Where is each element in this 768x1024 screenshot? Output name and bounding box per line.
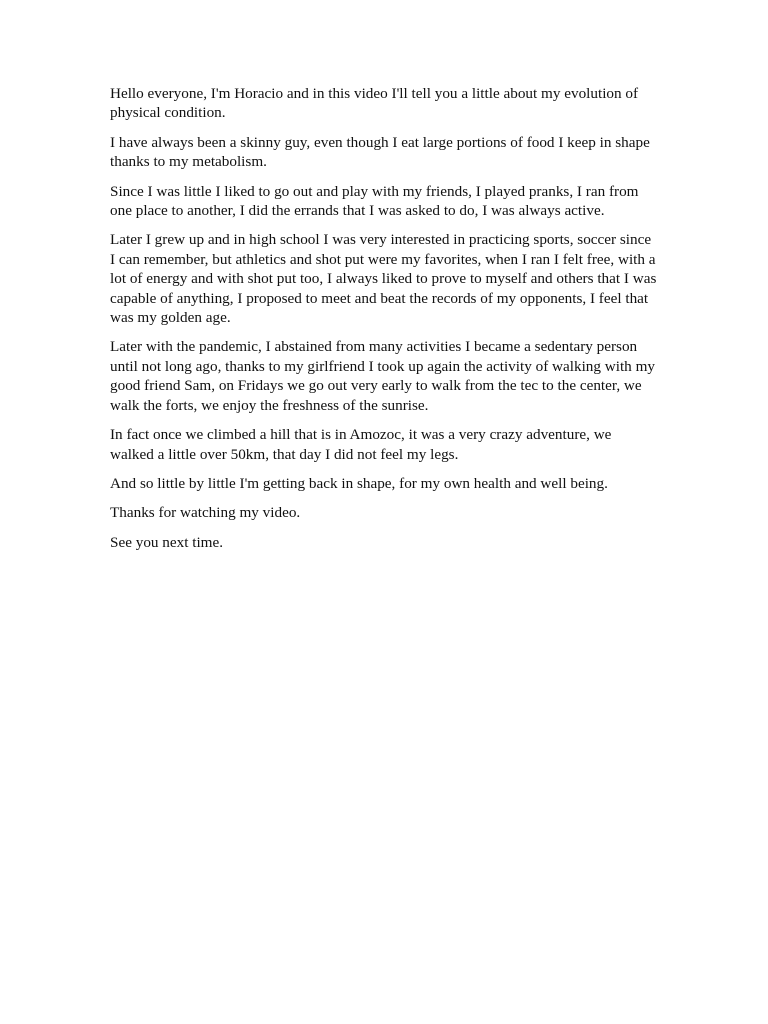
paragraph-skinny: I have always been a skinny guy, even though I eat large portions of food I keep in shape thanks to my metabolism. bbox=[110, 133, 650, 171]
paragraph-amozoc: In fact once we climbed a hill that is in Amozoc, it was a very crazy adventure, we walked a little over 50km, that day I did not feel my legs. bbox=[110, 426, 612, 463]
paragraph-goodbye: See you next time. bbox=[110, 533, 224, 551]
paragraph-pandemic: Later with the pandemic, I abstained from many activities I became a sedentary person until not long ago, thanks to my girlfriend I took up again the activity of walking with my good friend Sam, on Fridays we go out very early to walk from the tec to the center, we walk the forts, we enjoy the freshness of the sunrise. bbox=[110, 338, 655, 414]
paragraph-childhood: Since I was little I liked to go out and play with my friends, I played pranks, I ran from one place to another, I did the errands that I was asked to do, I was always active. bbox=[110, 182, 639, 220]
paragraph-intro: Hello everyone, I'm Horacio and in this video I'll tell you a little about my evolution of physical condition. bbox=[110, 85, 639, 122]
paragraph-back-in-shape: And so little by little I'm getting back in shape, for my own health and well being. bbox=[110, 474, 608, 492]
document-body bbox=[110, 84, 658, 562]
paragraph-high-school: Later I grew up and in high school I was very interested in practicing sports, soccer since I can remember, but athletics and shot put were my favorites, when I ran I felt free, with a lot of energy and with shot put too, I always liked to prove to myself and others that I was capable of anything, I proposed to meet and beat the records of my opponents, I feel that was my golden age. bbox=[110, 231, 657, 327]
paragraph-thanks: Thanks for watching my video. bbox=[110, 504, 301, 522]
